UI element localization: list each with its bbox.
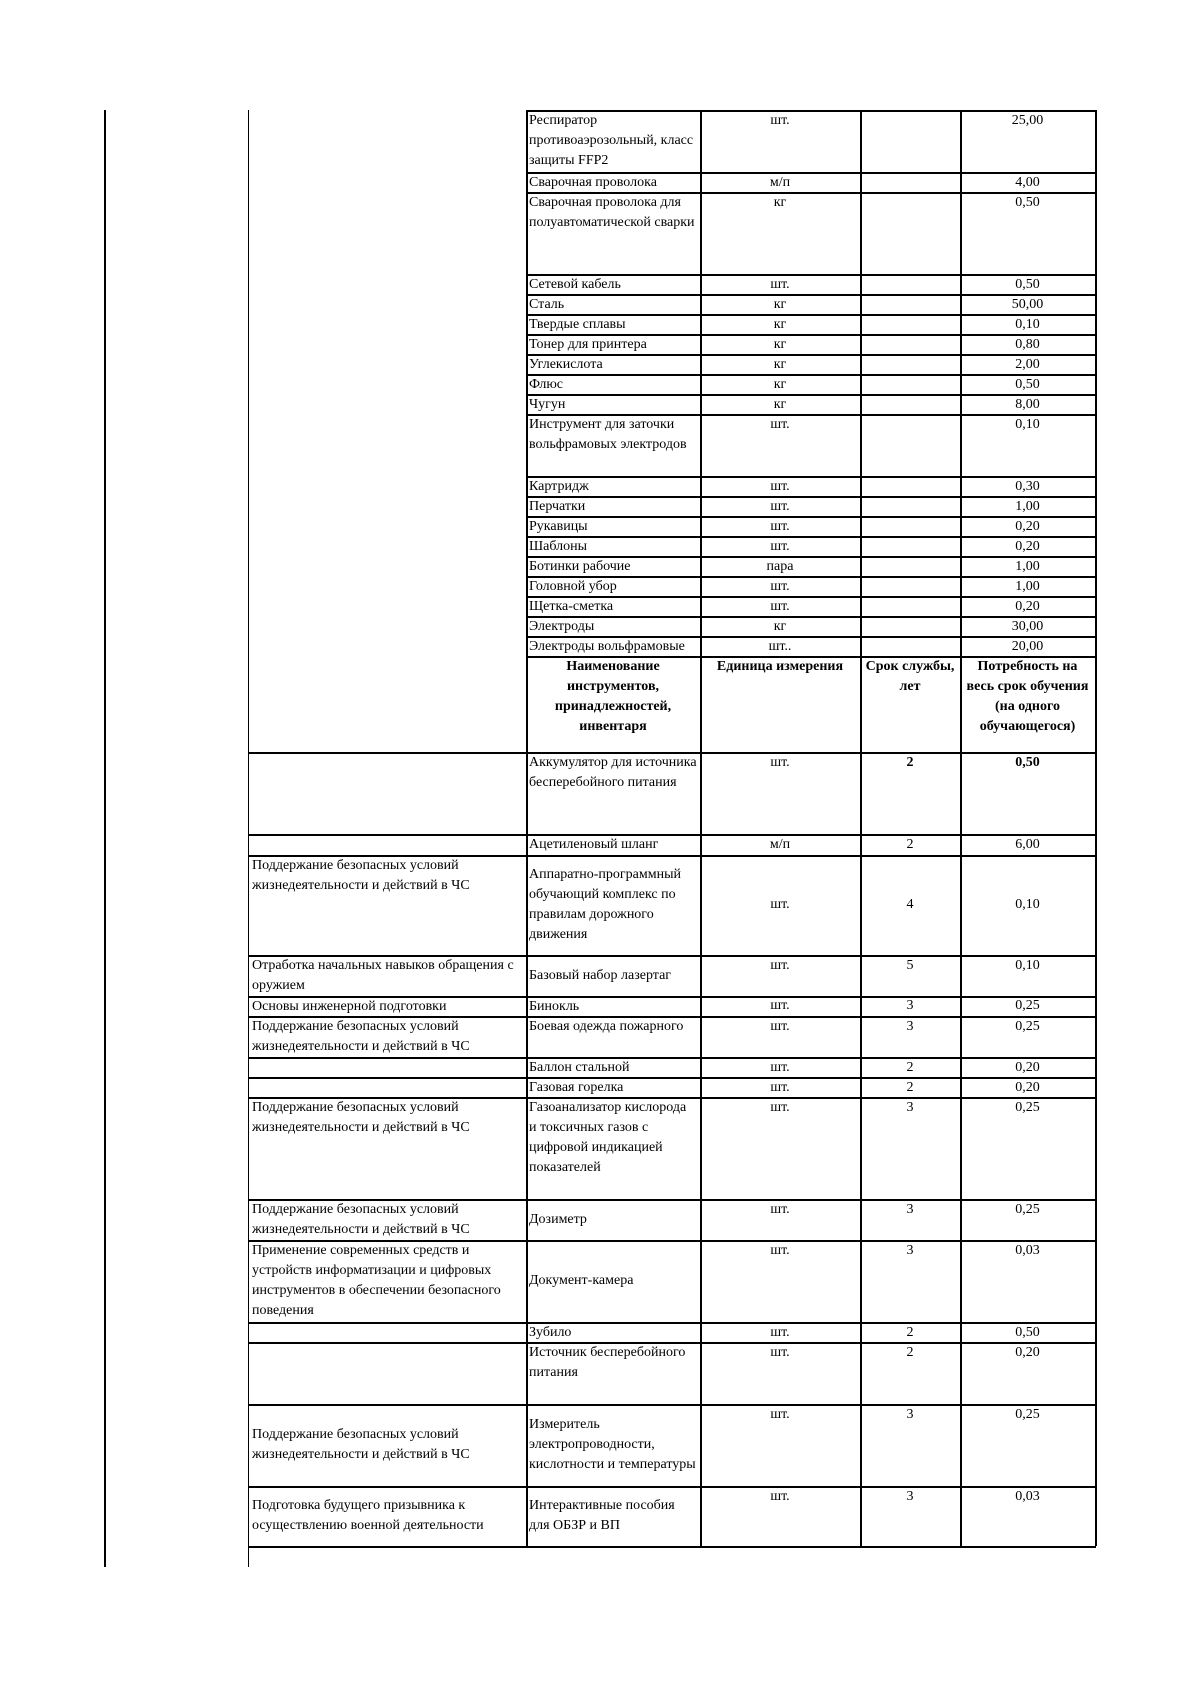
table-column-border [1095, 110, 1097, 1546]
item-unit-cell: кг [773, 619, 787, 634]
item-unit-cell: шт. [770, 1325, 790, 1340]
item-need-cell: 0,20 [1015, 539, 1040, 554]
table-column-border [700, 110, 702, 1546]
item-need-cell: 0,50 [1015, 377, 1040, 392]
item-term-cell [860, 596, 960, 616]
item-unit-cell: шт. [770, 755, 790, 770]
item-unit-cell: м/п [769, 175, 791, 190]
item-name-cell: Перчатки [529, 499, 586, 514]
item-term-cell: 2 [906, 1060, 914, 1075]
item-term-cell [860, 314, 960, 334]
item-term-cell: 2 [906, 755, 914, 770]
item-need-cell: 0,20 [1015, 1060, 1040, 1075]
item-name-cell: Газовая горелка [529, 1080, 624, 1095]
item-need-cell: 0,20 [1015, 519, 1040, 534]
item-term-cell [860, 616, 960, 636]
header-unit-cell: Единица измерения [716, 659, 844, 674]
section-cell: Поддержание безопасных условий жизнедеятельности и действий в ЧС [252, 1019, 470, 1054]
item-name-cell: Дозиметр [529, 1211, 587, 1227]
item-term-cell [860, 172, 960, 192]
item-term-cell [860, 394, 960, 414]
item-name-cell: Базовый набор лазертаг [529, 967, 672, 983]
item-unit-cell: шт. [770, 1345, 790, 1360]
table-column-border [960, 110, 962, 1546]
item-unit-cell: шт. [770, 499, 790, 514]
table-column-border [526, 110, 528, 1546]
section-cell: Отработка начальных навыков обращения с оружием [252, 958, 514, 993]
item-term-cell [860, 576, 960, 596]
item-need-cell: 0,10 [1015, 958, 1040, 973]
item-term-cell [860, 294, 960, 314]
item-unit-cell: шт. [770, 417, 790, 432]
item-name-cell: Интерактивные пособия для ОБЗР и ВП [529, 1498, 675, 1533]
section-cell [249, 1077, 526, 1097]
item-term-cell: 2 [906, 837, 914, 852]
item-unit-cell: шт. [770, 1489, 790, 1504]
item-name-cell: Шаблоны [529, 539, 587, 554]
item-need-cell: 0,25 [1015, 1407, 1040, 1422]
item-term-cell: 4 [906, 897, 914, 912]
section-cell [249, 1342, 526, 1404]
item-need-cell: 4,00 [1015, 175, 1040, 190]
item-name-cell: Чугун [529, 397, 566, 412]
item-unit-cell: шт. [770, 998, 790, 1013]
item-need-cell: 0,25 [1015, 1019, 1040, 1034]
item-need-cell: 1,00 [1015, 499, 1040, 514]
item-name-cell: Баллон стальной [529, 1060, 630, 1075]
item-name-cell: Сталь [529, 297, 565, 312]
item-need-cell: 0,20 [1015, 1345, 1040, 1360]
table-column-border [860, 110, 862, 1546]
item-unit-cell: шт. [770, 479, 790, 494]
item-unit-cell: шт. [770, 113, 790, 128]
header-term-cell: Срок службы, лет [865, 659, 955, 694]
item-name-cell: Сварочная проволока [529, 175, 657, 190]
item-term-cell: 3 [906, 1489, 914, 1504]
header-need-cell: Потребность на весь срок обучения (на одного обучающегося) [966, 659, 1089, 734]
item-name-cell: Картридж [529, 479, 589, 494]
item-name-cell: Ботинки рабочие [529, 559, 631, 574]
item-need-cell: 25,00 [1011, 113, 1044, 128]
item-unit-cell: шт. [770, 1019, 790, 1034]
item-need-cell: 0,25 [1015, 1100, 1040, 1115]
item-term-cell [860, 354, 960, 374]
item-term-cell [860, 496, 960, 516]
item-name-cell: Источник бесперебойного питания [529, 1345, 686, 1380]
item-unit-cell: шт. [770, 1243, 790, 1258]
section-cell: Поддержание безопасных условий жизнедеятельности и действий в ЧС [252, 858, 470, 893]
item-term-cell [860, 476, 960, 496]
item-term-cell: 3 [906, 1243, 914, 1258]
item-name-cell: Ацетиленовый шланг [529, 837, 659, 852]
item-unit-cell: пара [766, 559, 794, 574]
item-unit-cell: кг [773, 357, 787, 372]
item-unit-cell: шт. [770, 1060, 790, 1075]
item-unit-cell: шт. [770, 1080, 790, 1095]
item-unit-cell: шт. [770, 539, 790, 554]
item-term-cell: 2 [906, 1345, 914, 1360]
item-name-cell: Углекислота [529, 357, 603, 372]
item-term-cell: 2 [906, 1080, 914, 1095]
section-cell: Применение современных средств и устройств информатизации и цифровых инструментов в обеспечении безопасного поведения [252, 1243, 501, 1318]
item-need-cell: 0,10 [1015, 417, 1040, 432]
section-cell: Подготовка будущего призывника к осуществлению военной деятельности [252, 1498, 484, 1533]
item-name-cell: Газоанализатор кислорода и токсичных газов с цифровой индикацией показателей [529, 1100, 687, 1175]
item-name-cell: Измеритель электропроводности, кислотности и температуры [529, 1417, 696, 1472]
item-need-cell: 0,50 [1015, 1325, 1040, 1340]
item-need-cell: 20,00 [1011, 639, 1044, 654]
item-term-cell [860, 110, 960, 172]
item-term-cell: 3 [906, 1100, 914, 1115]
item-name-cell: Тонер для принтера [529, 337, 647, 352]
item-name-cell: Электроды вольфрамовые [529, 639, 685, 654]
section-cell [249, 752, 526, 834]
item-unit-cell: шт. [770, 1407, 790, 1422]
item-need-cell: 30,00 [1011, 619, 1044, 634]
item-name-cell: Флюс [529, 377, 564, 392]
section-cell: Поддержание безопасных условий жизнедеятельности и действий в ЧС [252, 1427, 470, 1462]
item-name-cell: Сетевой кабель [529, 277, 621, 292]
item-need-cell: 1,00 [1015, 579, 1040, 594]
item-unit-cell: шт. [770, 897, 790, 912]
item-name-cell: Рукавицы [529, 519, 588, 534]
item-need-cell: 0,10 [1015, 897, 1040, 912]
item-term-cell [860, 274, 960, 294]
item-need-cell: 0,20 [1015, 599, 1040, 614]
item-name-cell: Сварочная проволока для полуавтоматической сварки [529, 195, 695, 230]
page-left-rule [104, 110, 106, 1567]
item-term-cell [860, 536, 960, 556]
item-name-cell: Аккумулятор для источника бесперебойного питания [529, 755, 697, 790]
item-name-cell: Твердые сплавы [529, 317, 626, 332]
header-name-cell: Наименование инструментов, принадлежностей, инвентаря [554, 659, 672, 734]
item-unit-cell: кг [773, 397, 787, 412]
item-name-cell: Боевая одежда пожарного [529, 1019, 684, 1034]
item-need-cell: 0,20 [1015, 1080, 1040, 1095]
item-unit-cell: шт. [770, 1202, 790, 1217]
item-name-cell: Щетка-сметка [529, 599, 614, 614]
item-name-cell: Бинокль [529, 999, 580, 1014]
item-unit-cell: кг [773, 195, 787, 210]
item-unit-cell: кг [773, 297, 787, 312]
item-unit-cell: м/п [769, 837, 791, 852]
item-need-cell: 0,50 [1015, 755, 1040, 770]
item-need-cell: 0,50 [1015, 195, 1040, 210]
section-cell [249, 834, 526, 855]
item-need-cell: 8,00 [1015, 397, 1040, 412]
section-cell: Поддержание безопасных условий жизнедеятельности и действий в ЧС [252, 1202, 470, 1237]
item-term-cell: 3 [906, 1202, 914, 1217]
item-name-cell: Головной убор [529, 579, 617, 594]
item-unit-cell: кг [773, 337, 787, 352]
item-unit-cell: шт. [770, 277, 790, 292]
item-unit-cell: кг [773, 377, 787, 392]
item-need-cell: 6,00 [1015, 837, 1040, 852]
item-term-cell: 3 [906, 1407, 914, 1422]
section-cell: Поддержание безопасных условий жизнедеятельности и действий в ЧС [252, 1100, 470, 1135]
item-term-cell [860, 636, 960, 656]
item-need-cell: 0,25 [1015, 998, 1040, 1013]
item-need-cell: 1,00 [1015, 559, 1040, 574]
item-term-cell [860, 374, 960, 394]
item-need-cell: 0,80 [1015, 337, 1040, 352]
item-term-cell: 3 [906, 998, 914, 1013]
item-name-cell: Респиратор противоаэрозольный, класс защиты FFP2 [529, 113, 694, 168]
item-need-cell: 0,03 [1015, 1489, 1040, 1504]
item-term-cell [860, 414, 960, 476]
item-term-cell [860, 516, 960, 536]
item-need-cell: 2,00 [1015, 357, 1040, 372]
item-term-cell: 5 [906, 958, 914, 973]
section-cell: Основы инженерной подготовки [252, 999, 447, 1014]
item-unit-cell: шт. [770, 1100, 790, 1115]
item-term-cell [860, 192, 960, 274]
item-term-cell [860, 334, 960, 354]
item-name-cell: Аппаратно-программный обучающий комплекс по правилам дорожного движения [529, 867, 681, 942]
item-name-cell: Инструмент для заточки вольфрамовых электродов [529, 417, 687, 452]
item-term-cell [860, 556, 960, 576]
item-unit-cell: шт. [770, 599, 790, 614]
item-need-cell: 0,25 [1015, 1202, 1040, 1217]
item-unit-cell: шт. [770, 519, 790, 534]
table-bottom-border [249, 1546, 1096, 1548]
item-unit-cell: шт.. [768, 639, 792, 654]
section-cell [249, 1057, 526, 1077]
item-unit-cell: шт. [770, 958, 790, 973]
section-cell [249, 1322, 526, 1342]
item-need-cell: 0,30 [1015, 479, 1040, 494]
item-need-cell: 0,10 [1015, 317, 1040, 332]
item-term-cell: 3 [906, 1019, 914, 1034]
item-need-cell: 0,03 [1015, 1243, 1040, 1258]
item-name-cell: Электроды [529, 619, 595, 634]
item-name-cell: Документ-камера [529, 1273, 634, 1288]
item-need-cell: 50,00 [1011, 297, 1044, 312]
item-term-cell: 2 [906, 1325, 914, 1340]
item-unit-cell: шт. [770, 579, 790, 594]
item-name-cell: Зубило [529, 1325, 572, 1340]
item-unit-cell: кг [773, 317, 787, 332]
item-need-cell: 0,50 [1015, 277, 1040, 292]
